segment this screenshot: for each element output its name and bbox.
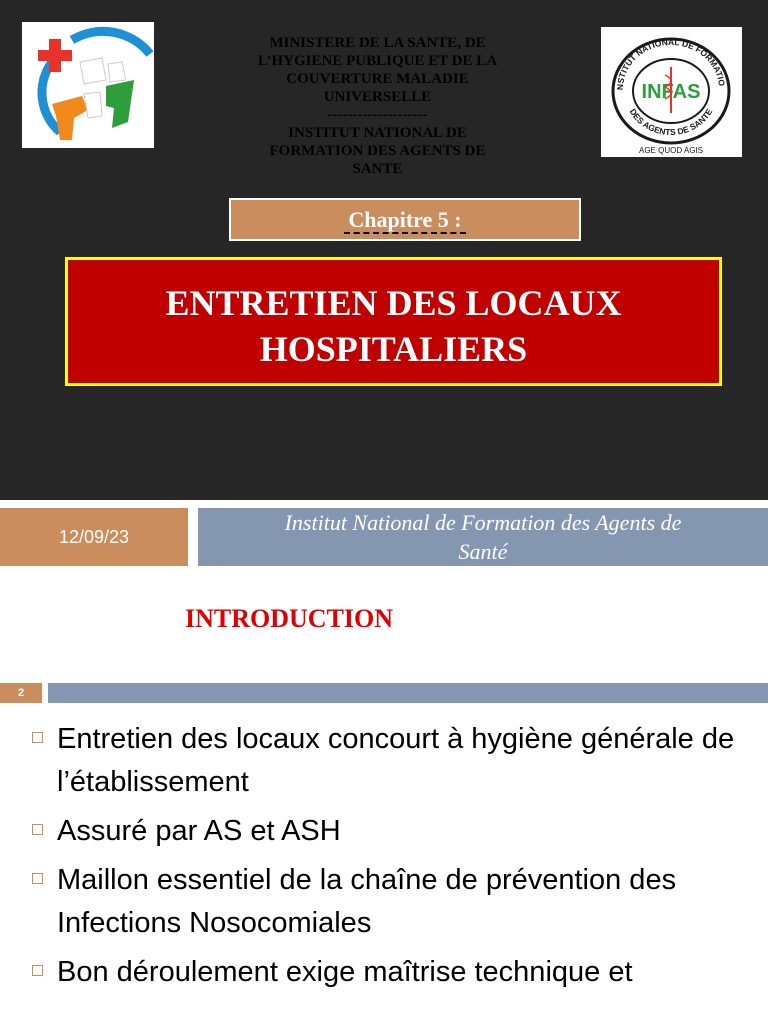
infas-logo: [601, 27, 742, 157]
ministry-line: INSTITUT NATIONAL DE: [288, 125, 467, 141]
footer-institution: [198, 508, 768, 566]
square-bullet-icon: [32, 732, 43, 743]
chapter-text: Chapitre 5 :: [344, 207, 465, 234]
list-item: [30, 718, 760, 804]
infas-seal-icon: [601, 27, 742, 157]
ministry-header: [215, 34, 540, 178]
seal-ring-top: NSTITUT NATIONAL DE FORMATIO: [614, 36, 727, 91]
square-bullet-icon: [32, 873, 43, 884]
chapter-label: [229, 198, 581, 241]
square-bullet-icon: [32, 824, 43, 835]
slide-title: [65, 257, 722, 386]
list-item-text: Assuré par AS et ASH: [57, 815, 341, 847]
ministry-line: COUVERTURE MALADIE: [286, 71, 469, 87]
list-item-text: Entretien des locaux concourt à hygiène générale de l’établissement: [57, 723, 735, 798]
footer-date: 12/09/23: [0, 508, 188, 566]
list-item-text: Maillon essentiel de la chaîne de prévention des Infections Nosocomiales: [57, 864, 677, 939]
slide-footer: [0, 500, 768, 570]
ministry-line: L’HYGIENE PUBLIQUE ET DE LA: [257, 53, 498, 69]
list-item: [30, 951, 760, 994]
seal-monogram: INFAS: [641, 81, 701, 103]
section-heading: INTRODUCTION: [185, 604, 394, 633]
title-line: HOSPITALIERS: [259, 329, 528, 369]
ministry-separator: --------------------: [327, 107, 428, 123]
square-bullet-icon: [32, 965, 43, 976]
list-item: [30, 810, 760, 853]
title-line: ENTRETIEN DES LOCAUX: [165, 283, 622, 323]
list-item: [30, 859, 760, 945]
ministry-line: FORMATION DES AGENTS DE: [269, 143, 486, 159]
ministry-line: UNIVERSELLE: [323, 89, 432, 105]
ministry-line: SANTE: [352, 161, 403, 177]
ministry-logo: [22, 22, 154, 148]
title-slide: [0, 0, 768, 500]
ministry-line: MINISTERE DE LA SANTE, DE: [269, 35, 486, 51]
page-number: 2: [0, 683, 42, 703]
seal-motto: AGE QUOD AGIS: [638, 146, 704, 155]
ministry-logo-icon: [22, 22, 154, 148]
seal-ring-bottom: DES AGENTS DE SANTE: [627, 106, 715, 138]
footer-institution-line: Santé: [458, 539, 508, 564]
list-item-text: Bon déroulement exige maîtrise technique et: [57, 956, 633, 988]
footer-institution-line: Institut National de Formation des Agents de: [284, 510, 682, 535]
header-rule: [48, 683, 768, 703]
bullet-list: [30, 718, 760, 1000]
